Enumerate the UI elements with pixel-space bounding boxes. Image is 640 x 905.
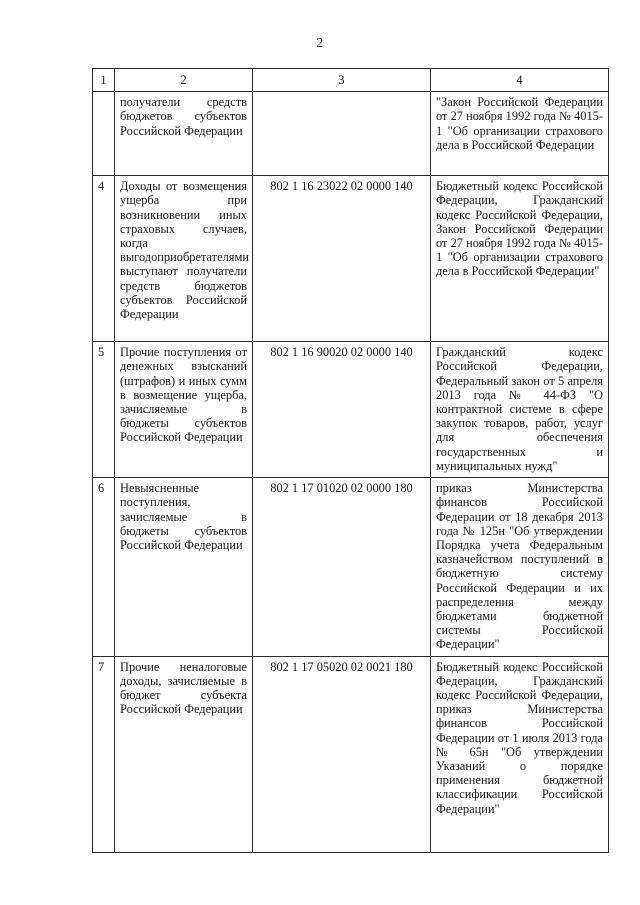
table-header bbox=[93, 69, 609, 92]
column-header-2: 2 bbox=[115, 69, 253, 92]
budget-classification-code: 802 1 16 90020 02 0000 140 bbox=[253, 342, 431, 478]
table-row bbox=[93, 478, 609, 656]
revenue-description: Прочие поступления от денежных взысканий (штрафов) и иных сумм в возмещение ущерба, зачисляемые в бюджеты субъектов Российской Федерации bbox=[115, 342, 253, 478]
budget-classification-code: 802 1 17 05020 02 0021 180 bbox=[253, 656, 431, 852]
legal-basis: приказ Министерства финансов Российской Федерации от 18 декабря 2013 года № 125н "Об утверждении Порядка учета Федеральным казначейством поступлений в бюджетную систему Российской Федерации и их распределения между бюджетами бюджетной системы Российской Федерации" bbox=[431, 478, 609, 656]
revenue-description: Невыясненные поступления, зачисляемые в бюджеты субъектов Российской Федерации bbox=[115, 478, 253, 656]
row-number: 4 bbox=[93, 176, 115, 342]
row-number: 5 bbox=[93, 342, 115, 478]
legal-basis: Бюджетный кодекс Российской Федерации, Гражданский кодекс Российской Федерации, Закон Российской Федерации от 27 ноября 1992 года № 4015-1 "Об организации страхового дела в Российской Федерации" bbox=[431, 176, 609, 342]
revenue-description: Доходы от возмещения ущерба при возникновении иных страховых случаев, когда выгодоприобретателями выступают получатели средств бюджетов субъектов Российской Федерации bbox=[115, 176, 253, 342]
revenue-table bbox=[92, 68, 609, 853]
table-row bbox=[93, 176, 609, 342]
legal-basis: "Закон Российской Федерации от 27 ноября 1992 года № 4015-1 "Об организации страхового дела в Российской Федерации bbox=[431, 92, 609, 176]
table-body bbox=[93, 92, 609, 852]
budget-classification-code bbox=[253, 92, 431, 176]
legal-basis: Бюджетный кодекс Российской Федерации, Гражданский кодекс Российской Федерации, приказ Министерства финансов Российской Федерации от 1 июля 2013 года № 65н "Об утверждении Указаний о порядке применения бюджетной классификации Российской Федерации" bbox=[431, 656, 609, 852]
header-row bbox=[93, 69, 609, 92]
table-row bbox=[93, 342, 609, 478]
budget-classification-code: 802 1 17 01020 02 0000 180 bbox=[253, 478, 431, 656]
row-number: 6 bbox=[93, 478, 115, 656]
legal-basis: Гражданский кодекс Российской Федерации, Федеральный закон от 5 апреля 2013 года № 44-ФЗ "О контрактной системе в сфере закупок товаров, работ, услуг для обеспечения государственных и муниципальных нужд" bbox=[431, 342, 609, 478]
column-header-4: 4 bbox=[431, 69, 609, 92]
page-number: 2 bbox=[316, 36, 324, 51]
column-header-1: 1 bbox=[93, 69, 115, 92]
revenue-description: получатели средств бюджетов субъектов Российской Федерации bbox=[115, 92, 253, 176]
budget-classification-code: 802 1 16 23022 02 0000 140 bbox=[253, 176, 431, 342]
revenue-description: Прочие неналоговые доходы, зачисляемые в бюджет субъекта Российской Федерации bbox=[115, 656, 253, 852]
table-row bbox=[93, 656, 609, 852]
table-row bbox=[93, 92, 609, 176]
row-number: 7 bbox=[93, 656, 115, 852]
row-number bbox=[93, 92, 115, 176]
column-header-3: 3 bbox=[253, 69, 431, 92]
